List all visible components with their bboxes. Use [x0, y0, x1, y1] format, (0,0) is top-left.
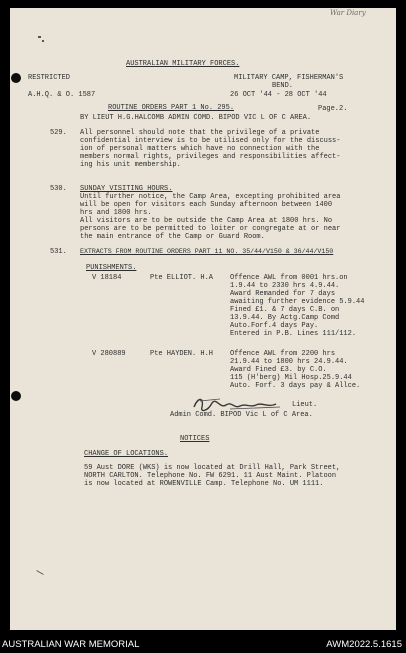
order-dates: 26 OCT '44 - 28 OCT '44 [230, 91, 327, 99]
service-number: V 18184 [92, 274, 122, 282]
change-line: is now located at ROWENVILLE Camp. Telephone No. UM 1111. [84, 480, 324, 488]
item-number: 531. [50, 248, 67, 256]
item-title: SUNDAY VISITING HOURS. [80, 185, 173, 193]
item-line: ing his unit membership. [80, 161, 181, 169]
item-line: confidential interview is to be utilised only for the discuss- [80, 137, 341, 145]
entry-line: awaiting further evidence 5.9.44 [230, 298, 365, 306]
item-line: Until further notice, the Camp Area, excepting prohibited area [80, 193, 341, 201]
item-number: 529. [50, 129, 67, 137]
ink-speck [42, 40, 44, 42]
ahq-ref: A.H.Q. & O. 1587 [28, 91, 96, 99]
document-page [10, 8, 396, 630]
entry-line: Offence AWL from 2200 hrs [230, 350, 336, 358]
page-number: Page.2. [318, 105, 348, 113]
entry-line: Entered in P.B. Lines 111/112. [230, 330, 357, 338]
item-line: All personnel should note that the privilege of a private [80, 129, 320, 137]
archive-footer [0, 638, 406, 653]
signature-block: Admin Comd. BIPOD Vic L of C Area. [170, 411, 313, 419]
service-number: V 280889 [92, 350, 126, 358]
ink-speck [38, 36, 41, 38]
item-line: All visitors are to be outside the Camp Area at 1800 hrs. No [80, 217, 333, 225]
entry-line: 13.9.44. By Actg.Camp Comd [230, 314, 340, 322]
entry-line: Auto. Forf. 3 days pay & Allce. [230, 382, 361, 390]
rank-name: Pte HAYDEN. H.H [150, 350, 214, 358]
change-line: 59 Aust DORE (WKS) is now located at Drill Hall, Park Street, [84, 464, 341, 472]
footer-right: AWM2022.5.1615 [326, 639, 402, 650]
entry-line: 1.9.44 to 2330 hrs 4.9.44. [230, 282, 340, 290]
entry-line: 21.9.44 to 1800 hrs 24.9.44. [230, 358, 348, 366]
entry-line: Award Remanded for 7 days [230, 290, 336, 298]
by-line: BY LIEUT H.G.HALCOMB ADMIN COMD. BIPOD VIC L OF C AREA. [80, 114, 312, 122]
item-line: ion of personal matters which have no connection with the [80, 145, 320, 153]
entry-line: Auto.Forf.4 days Pay. [230, 322, 319, 330]
item-title: EXTRACTS FROM ROUTINE ORDERS PART 11 NO. 35/44/V150 & 36/44/V150 [80, 248, 334, 255]
entry-line: Award Fined £3. by C.O. [230, 366, 327, 374]
unit-right-1: MILITARY CAMP, FISHERMAN'S [234, 74, 344, 82]
rank-name: Pte ELLIOT. H.A [150, 274, 214, 282]
item-line: persons are to be permitted to loiter or congregate at or near [80, 225, 341, 233]
item-line: hrs and 1800 hrs. [80, 209, 152, 217]
notices-title: NOTICES [180, 435, 210, 443]
item-number: 530. [50, 185, 67, 193]
doc-header: AUSTRALIAN MILITARY FORCES. [126, 60, 240, 68]
entry-line: Fined £1. & 7 days C.B. on [230, 306, 340, 314]
item-line: members normal rights, privileges and responsibilities affect- [80, 153, 341, 161]
entry-line: 115 (H'berg) Mil Hosp.25.9.44 [230, 374, 352, 382]
entry-line: Offence AWL from 0001 hrs.on [230, 274, 348, 282]
unit-left: RESTRICTED [28, 74, 71, 82]
punch-hole [11, 73, 21, 83]
routine-title: ROUTINE ORDERS PART 1 No. 295. [108, 104, 235, 112]
item-line: the main entrance of the Camp or Guard Room. [80, 233, 265, 241]
signature-rank: Lieut. [292, 401, 318, 409]
ink-mark [36, 570, 43, 575]
item-line: will be open for visitors each Sunday afternoon between 1400 [80, 201, 333, 209]
punch-hole [11, 391, 21, 401]
change-line: NORTH CARLTON. Telephone No. FW 6291. 11 Aust Maint. Platoon [84, 472, 337, 480]
footer-left: AUSTRALIAN WAR MEMORIAL [2, 639, 140, 650]
unit-right-2: BEND. [272, 82, 294, 90]
change-title: CHANGE OF LOCATIONS. [84, 450, 169, 458]
handwritten-note: War Diary [330, 9, 366, 17]
punishments-subtitle: PUNISHMENTS. [86, 264, 137, 272]
